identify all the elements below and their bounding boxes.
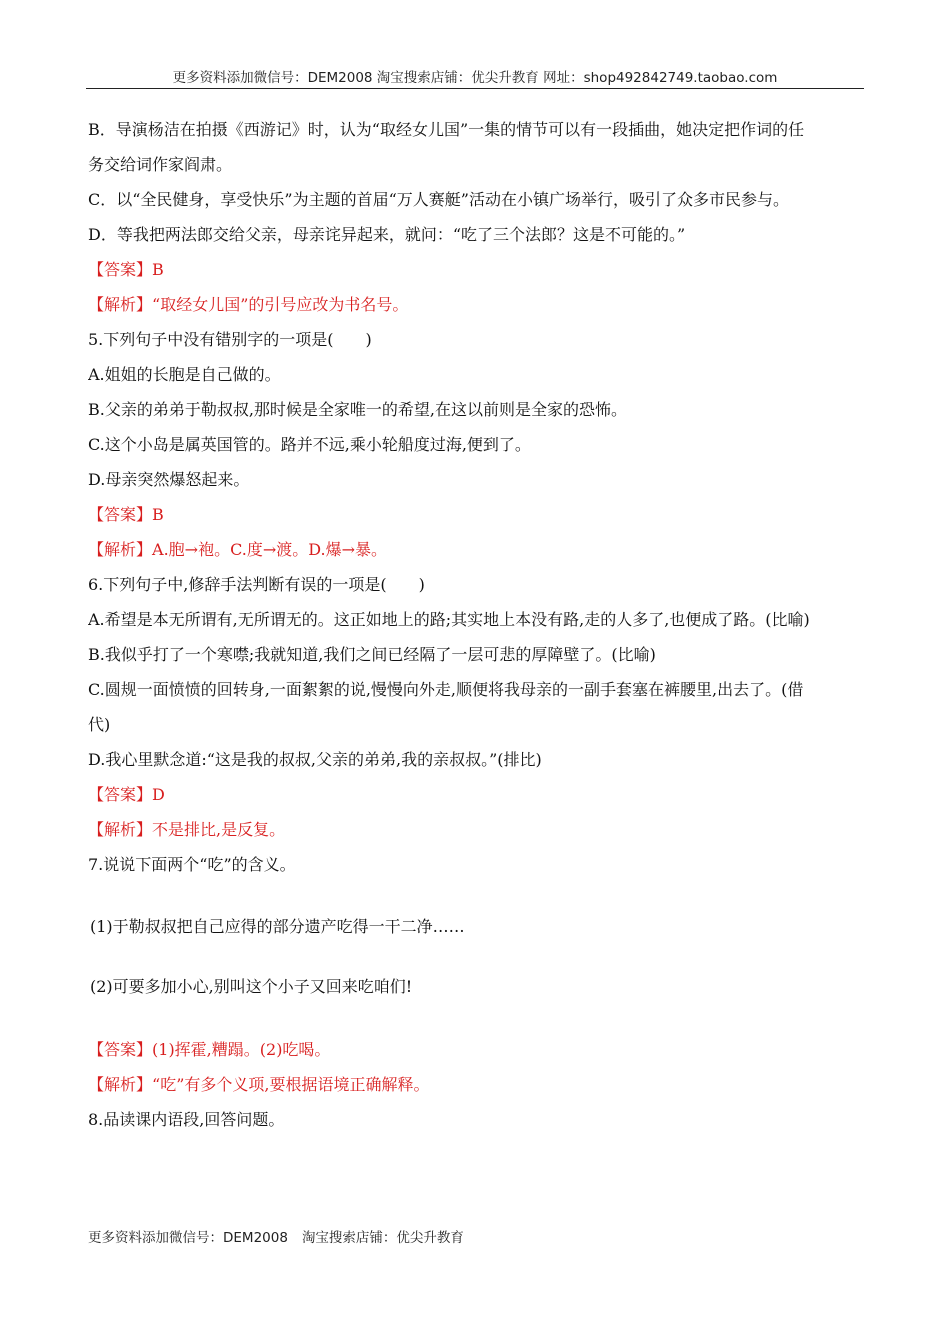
page-footer [88, 1226, 464, 1246]
q5-answer [88, 497, 862, 532]
analysis-tag: 【解析】 [88, 295, 153, 314]
answer-tag: 【答案】 [88, 1040, 153, 1059]
q8-stem: 8.品读课内语段,回答问题。 [88, 1110, 285, 1129]
q4-option-d: D．等我把两法郎交给父亲，母亲诧异起来，就问：“吃了三个法郎？这是不可能的。” [88, 225, 686, 244]
q6-stem: 6.下列句子中,修辞手法判断有误的一项是( ) [88, 575, 425, 594]
q4-analysis [88, 287, 862, 322]
q4-option-b-line2: 务交给词作家阎肃。 [88, 155, 233, 174]
q7-item-2: (2)可要多加小心,别叫这个小子又回来吃咱们! [90, 977, 413, 996]
q4-option-c: C．以“全民健身，享受快乐”为主题的首届“万人赛艇”活动在小镇广场举行，吸引了众多市民参与。 [88, 190, 789, 209]
spacer [88, 942, 862, 972]
q6-option-a: A.希望是本无所谓有,无所谓无的。这正如地上的路;其实地上本没有路,走的人多了,也便成了路。(比喻) [88, 610, 810, 629]
footer-shop: 淘宝搜索店铺：优尖升教育 [301, 1230, 464, 1246]
footer-wechat: 更多资料添加微信号：DEM2008 [88, 1230, 288, 1246]
analysis-tag: 【解析】 [88, 1075, 153, 1094]
document-body [88, 112, 862, 1137]
q6-analysis [88, 812, 862, 847]
q7-answer [88, 1032, 862, 1067]
q7-item-1: (1)于勒叔叔把自己应得的部分遗产吃得一干二净…… [90, 917, 465, 936]
q6-option-c-line2: 代) [88, 715, 111, 734]
answer-value: B [152, 260, 164, 279]
analysis-tag: 【解析】 [88, 540, 153, 559]
analysis-tag: 【解析】 [88, 820, 153, 839]
spacer [88, 1002, 862, 1032]
answer-value: D [152, 785, 165, 804]
answer-value: B [152, 505, 164, 524]
q6-option-b: B.我似乎打了一个寒噤;我就知道,我们之间已经隔了一层可悲的厚障壁了。(比喻) [88, 645, 656, 664]
analysis-text: “取经女儿国”的引号应改为书名号。 [152, 295, 409, 314]
q5-analysis [88, 532, 862, 567]
q5-option-c: C.这个小岛是属英国管的。路并不远,乘小轮船度过海,便到了。 [88, 435, 531, 454]
q7-analysis [88, 1067, 862, 1102]
q5-stem: 5.下列句子中没有错别字的一项是( ) [88, 330, 372, 349]
q6-option-c-line1: C.圆规一面愤愤的回转身,一面絮絮的说,慢慢向外走,顺便将我母亲的一副手套塞在裤腰里,出去了。(借 [88, 680, 804, 699]
q6-answer [88, 777, 862, 812]
q4-answer [88, 252, 862, 287]
analysis-text: A.胞→袍。C.度→渡。D.爆→暴。 [152, 540, 387, 559]
spacer [88, 882, 862, 912]
answer-tag: 【答案】 [88, 785, 153, 804]
header-divider [86, 88, 864, 89]
analysis-text: “吃”有多个义项,要根据语境正确解释。 [152, 1075, 430, 1094]
analysis-text: 不是排比,是反复。 [152, 820, 286, 839]
answer-tag: 【答案】 [88, 505, 153, 524]
answer-value: (1)挥霍,糟蹋。(2)吃喝。 [152, 1040, 331, 1059]
q5-option-b: B.父亲的弟弟于勒叔叔,那时候是全家唯一的希望,在这以前则是全家的恐怖。 [88, 400, 628, 419]
q6-option-d: D.我心里默念道:“这是我的叔叔,父亲的弟弟,我的亲叔叔。”(排比) [88, 750, 542, 769]
answer-tag: 【答案】 [88, 260, 153, 279]
q5-option-a: A.姐姐的长胞是自己做的。 [88, 365, 281, 384]
q5-option-d: D.母亲突然爆怒起来。 [88, 470, 250, 489]
q4-option-b-line1: B．导演杨洁在拍摄《西游记》时，认为“取经女儿国”一集的情节可以有一段插曲，她决定把作词的任 [88, 120, 805, 139]
q7-stem: 7.说说下面两个“吃”的含义。 [88, 855, 296, 874]
page-header: 更多资料添加微信号：DEM2008 淘宝搜索店铺：优尖升教育 网址：shop492842749.taobao.com [172, 70, 778, 86]
